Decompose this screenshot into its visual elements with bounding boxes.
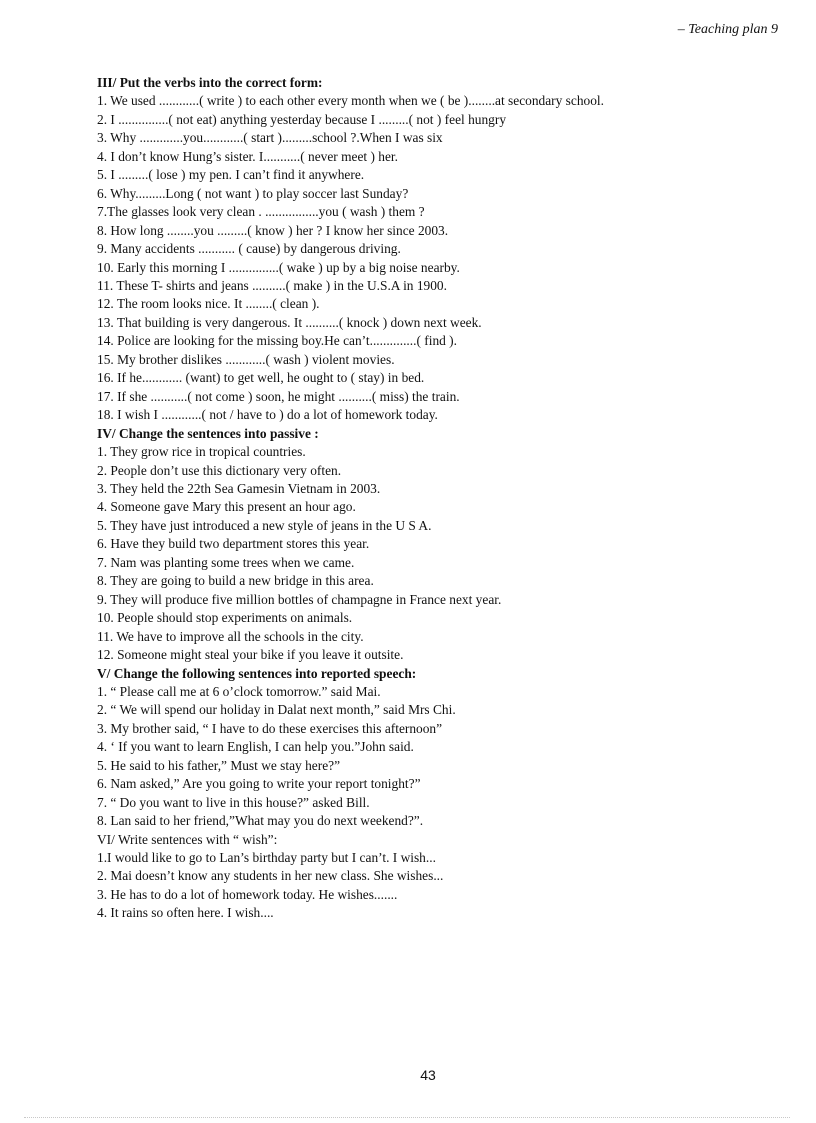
- exercise-line: 3. My brother said, “ I have to do these exercises this afternoon”: [97, 720, 443, 736]
- exercise-content: [97, 74, 757, 923]
- exercise-line: 4. Someone gave Mary this present an hour ago.: [97, 499, 356, 515]
- section-title: V/ Change the following sentences into reported speech:: [97, 665, 417, 681]
- exercise-line: 7. Nam was planting some trees when we came.: [97, 554, 355, 570]
- exercise-line: 5. I .........( lose ) my pen. I can’t find it anywhere.: [97, 167, 365, 183]
- exercise-line: 6. Nam asked,” Are you going to write your report tonight?”: [97, 776, 421, 792]
- section-reported-speech: [97, 665, 757, 831]
- exercise-line: 2. I ...............( not eat) anything yesterday because I .........( not ) feel hungry: [97, 111, 507, 127]
- exercise-line: 12. Someone might steal your bike if you leave it outsite.: [97, 647, 404, 663]
- exercise-line: 4. It rains so often here. I wish....: [97, 905, 274, 921]
- exercise-line: 6. Have they build two department stores this year.: [97, 536, 370, 552]
- exercise-line: 9. Many accidents ........... ( cause) by dangerous driving.: [97, 241, 401, 257]
- exercise-line: 18. I wish I ............( not / have to ) do a lot of homework today.: [97, 407, 438, 423]
- exercise-line: 3. Why .............you............( start ).........school ?.When I was six: [97, 130, 443, 146]
- section-title: VI/ Write sentences with “ wish”:: [97, 831, 278, 847]
- exercise-line: 5. He said to his father,” Must we stay here?”: [97, 757, 341, 773]
- footer-divider: [24, 1117, 790, 1118]
- page-number: 43: [420, 1067, 436, 1083]
- exercise-line: 14. Police are looking for the missing boy.He can’t..............( find ).: [97, 333, 457, 349]
- exercise-line: 2. Mai doesn’t know any students in her new class. She wishes...: [97, 868, 444, 884]
- exercise-line: 3. He has to do a lot of homework today. He wishes.......: [97, 886, 398, 902]
- exercise-line: 4. I don’t know Hung’s sister. I...........( never meet ) her.: [97, 148, 398, 164]
- exercise-line: 16. If he............ (want) to get well, he ought to ( stay) in bed.: [97, 370, 425, 386]
- exercise-line: 6. Why.........Long ( not want ) to play soccer last Sunday?: [97, 185, 409, 201]
- exercise-line: 2. “ We will spend our holiday in Dalat next month,” said Mrs Chi.: [97, 702, 456, 718]
- exercise-line: 10. Early this morning I ...............( wake ) up by a big noise nearby.: [97, 259, 460, 275]
- exercise-line: 9. They will produce five million bottles of champagne in France next year.: [97, 591, 502, 607]
- exercise-line: 7.The glasses look very clean . ................you ( wash ) them ?: [97, 204, 425, 220]
- exercise-line: 8. They are going to build a new bridge in this area.: [97, 573, 374, 589]
- section-passive: [97, 425, 757, 665]
- exercise-line: 8. How long ........you .........( know ) her ? I know her since 2003.: [97, 222, 449, 238]
- exercise-line: 11. These T- shirts and jeans ..........( make ) in the U.S.A in 1900.: [97, 277, 447, 293]
- exercise-line: 15. My brother dislikes ............( wash ) violent movies.: [97, 351, 395, 367]
- section-verb-forms: [97, 74, 757, 425]
- exercise-line: 11. We have to improve all the schools in the city.: [97, 628, 364, 644]
- exercise-line: 1. We used ............( write ) to each other every month when we ( be )........at secondary school.: [97, 93, 604, 109]
- section-title: IV/ Change the sentences into passive :: [97, 425, 319, 441]
- exercise-line: 13. That building is very dangerous. It ..........( knock ) down next week.: [97, 314, 482, 330]
- exercise-line: 12. The room looks nice. It ........( clean ).: [97, 296, 320, 312]
- page-header: – Teaching plan 9: [677, 22, 778, 37]
- exercise-line: 4. ‘ If you want to learn English, I can help you.”John said.: [97, 739, 414, 755]
- exercise-line: 5. They have just introduced a new style of jeans in the U S A.: [97, 517, 432, 533]
- exercise-line: 1. “ Please call me at 6 o’clock tomorrow.” said Mai.: [97, 683, 381, 699]
- exercise-line: 1. They grow rice in tropical countries.: [97, 444, 306, 460]
- section-wish: [97, 831, 757, 923]
- exercise-line: 10. People should stop experiments on animals.: [97, 610, 353, 626]
- exercise-line: 3. They held the 22th Sea Gamesin Vietnam in 2003.: [97, 480, 381, 496]
- exercise-line: 7. “ Do you want to live in this house?” asked Bill.: [97, 794, 370, 810]
- exercise-line: 8. Lan said to her friend,”What may you do next weekend?”.: [97, 813, 424, 829]
- exercise-line: 1.I would like to go to Lan’s birthday party but I can’t. I wish...: [97, 850, 436, 866]
- exercise-line: 17. If she ...........( not come ) soon, he might ..........( miss) the train.: [97, 388, 460, 404]
- section-title: III/ Put the verbs into the correct form:: [97, 75, 323, 90]
- exercise-line: 2. People don’t use this dictionary very often.: [97, 462, 342, 478]
